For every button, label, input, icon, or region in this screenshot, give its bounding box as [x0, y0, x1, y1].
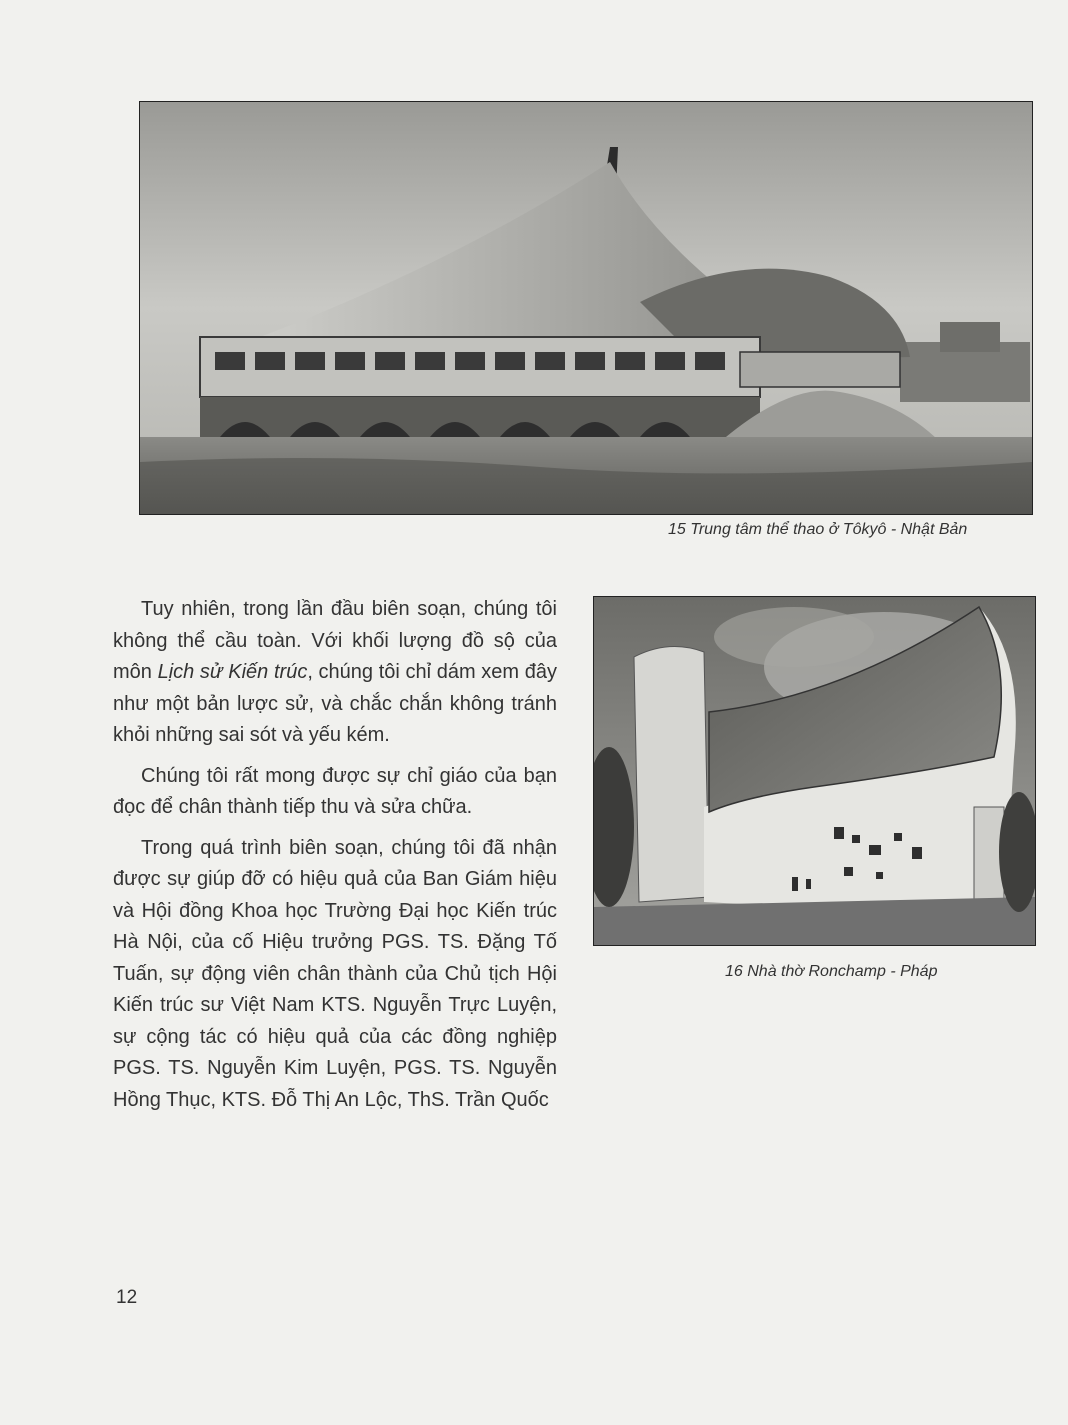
- ronchamp-chapel-image: [594, 597, 1035, 945]
- figure-16-photo: [593, 596, 1036, 946]
- body-text: [113, 594, 557, 1125]
- book-title: Lịch sử Kiến trúc: [157, 661, 308, 683]
- figure-15-caption: 15 Trung tâm thể thao ở Tôkyô - Nhật Bản: [668, 521, 968, 538]
- paragraph-1-text: Tuy nhiên, trong lần đầu biên soạn, chúng tôi không thể cầu toàn. Với khối lượng đồ sộ của môn: [113, 598, 557, 683]
- page-number: 12: [116, 1287, 138, 1308]
- figure-16-caption: 16 Nhà thờ Ronchamp - Pháp: [725, 963, 938, 980]
- paragraph-1-text-end: , chúng tôi chỉ dám xem đây như một bản lược sử, và chắc chắn không tránh khỏi những sai sót và yếu kém.: [113, 661, 558, 746]
- figure-15-photo: [139, 101, 1033, 515]
- paragraph-3: Trong quá trình biên soạn, chúng tôi đã nhận được sự giúp đỡ có hiệu quả của Ban Giám hiệu và Hội đồng Khoa học Trường Đại học Kiến trúc Hà Nội, của cố Hiệu trưởng PGS. TS. Đặng Tố Tuấn, sự động viên chân thành của Chủ tịch Hội Kiến trúc sư Việt Nam KTS. Nguyễn Trực Luyện, sự cộng tác có hiệu quả của các đồng nghiệp PGS. TS. Nguyễn Kim Luyện, PGS. TS. Nguyễn Hồng Thục, KTS. Đỗ Thị An Lộc, ThS. Trần Quốc: [113, 836, 557, 1111]
- paragraph-2: Chúng tôi rất mong được sự chỉ giáo của bạn đọc để chân thành tiếp thu và sửa chữa.: [113, 764, 557, 818]
- tokyo-stadium-image: [140, 102, 1032, 514]
- paragraph-1: [113, 594, 557, 752]
